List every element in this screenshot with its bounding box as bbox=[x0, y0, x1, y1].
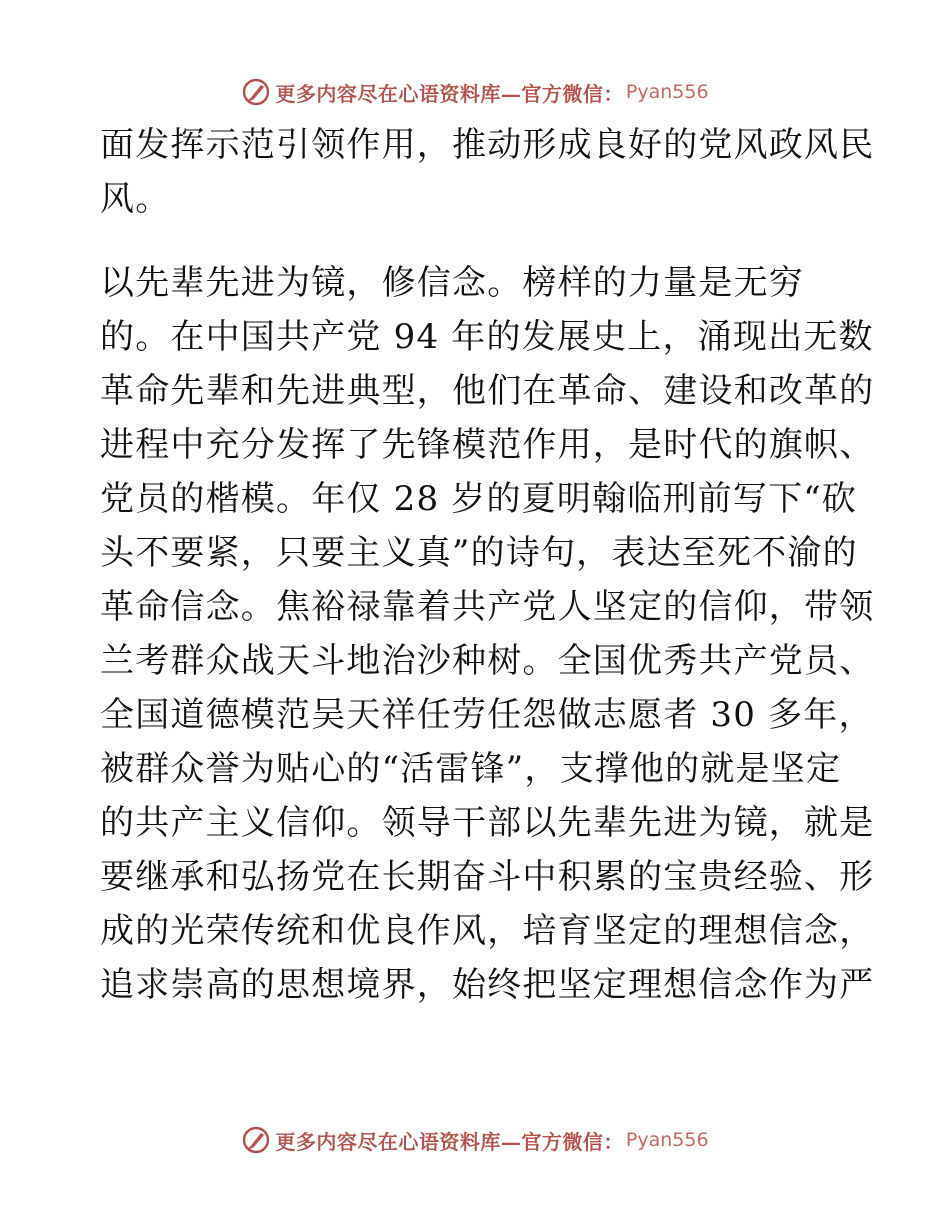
footer-wechat-id: Pyan556 bbox=[625, 1129, 709, 1151]
text-line: 的。在中国共产党 94 年的发展史上，涌现出无数 bbox=[100, 317, 874, 357]
text-line: 进程中充分发挥了先锋模范作用，是时代的旗帜、 bbox=[100, 425, 875, 465]
text-line: 头不要紧，只要主义真”的诗句，表达至死不渝的 bbox=[100, 533, 858, 573]
text-line: 党员的楷模。年仅 28 岁的夏明翰临刑前写下“砍 bbox=[100, 479, 858, 519]
text-line: 革命先辈和先进典型，他们在革命、建设和改革的 bbox=[100, 371, 875, 411]
text-line: 的共产主义信仰。领导干部以先辈先进为镜，就是 bbox=[100, 803, 875, 843]
footer-banner-text: 更多内容尽在心语资料库—官方微信： bbox=[275, 1129, 624, 1154]
paragraph-continued bbox=[100, 118, 875, 226]
text-line: 全国道德模范吴天祥任劳任怨做志愿者 30 多年， bbox=[100, 695, 874, 735]
text-line: 被群众誉为贴心的“活雷锋”，支撑他的就是坚定 bbox=[100, 749, 842, 789]
text-line: 要继承和弘扬党在长期奋斗中积累的宝贵经验、形 bbox=[100, 857, 875, 897]
text-line: 兰考群众战天斗地治沙种树。全国优秀共产党员、 bbox=[100, 641, 875, 681]
quill-logo-icon bbox=[241, 1125, 271, 1155]
header-banner-text: 更多内容尽在心语资料库—官方微信： bbox=[275, 81, 624, 106]
document-body bbox=[100, 118, 875, 1012]
text-line: 革命信念。焦裕禄靠着共产党人坚定的信仰，带领 bbox=[100, 587, 875, 627]
text-line: 追求崇高的思想境界，始终把坚定理想信念作为严 bbox=[100, 965, 875, 1005]
text-line: 成的光荣传统和优良作风，培育坚定的理想信念， bbox=[100, 911, 875, 951]
text-line: 以先辈先进为镜，修信念。榜样的力量是无穷 bbox=[100, 263, 804, 303]
text-line: 面发挥示范引领作用，推动形成良好的党风政风民 bbox=[100, 125, 875, 165]
header-wechat-id: Pyan556 bbox=[625, 81, 709, 103]
footer-banner bbox=[0, 1120, 950, 1160]
paragraph-role-models bbox=[100, 256, 875, 1012]
quill-logo-icon bbox=[241, 77, 271, 107]
text-line: 风。 bbox=[100, 179, 171, 219]
header-banner bbox=[0, 72, 950, 112]
